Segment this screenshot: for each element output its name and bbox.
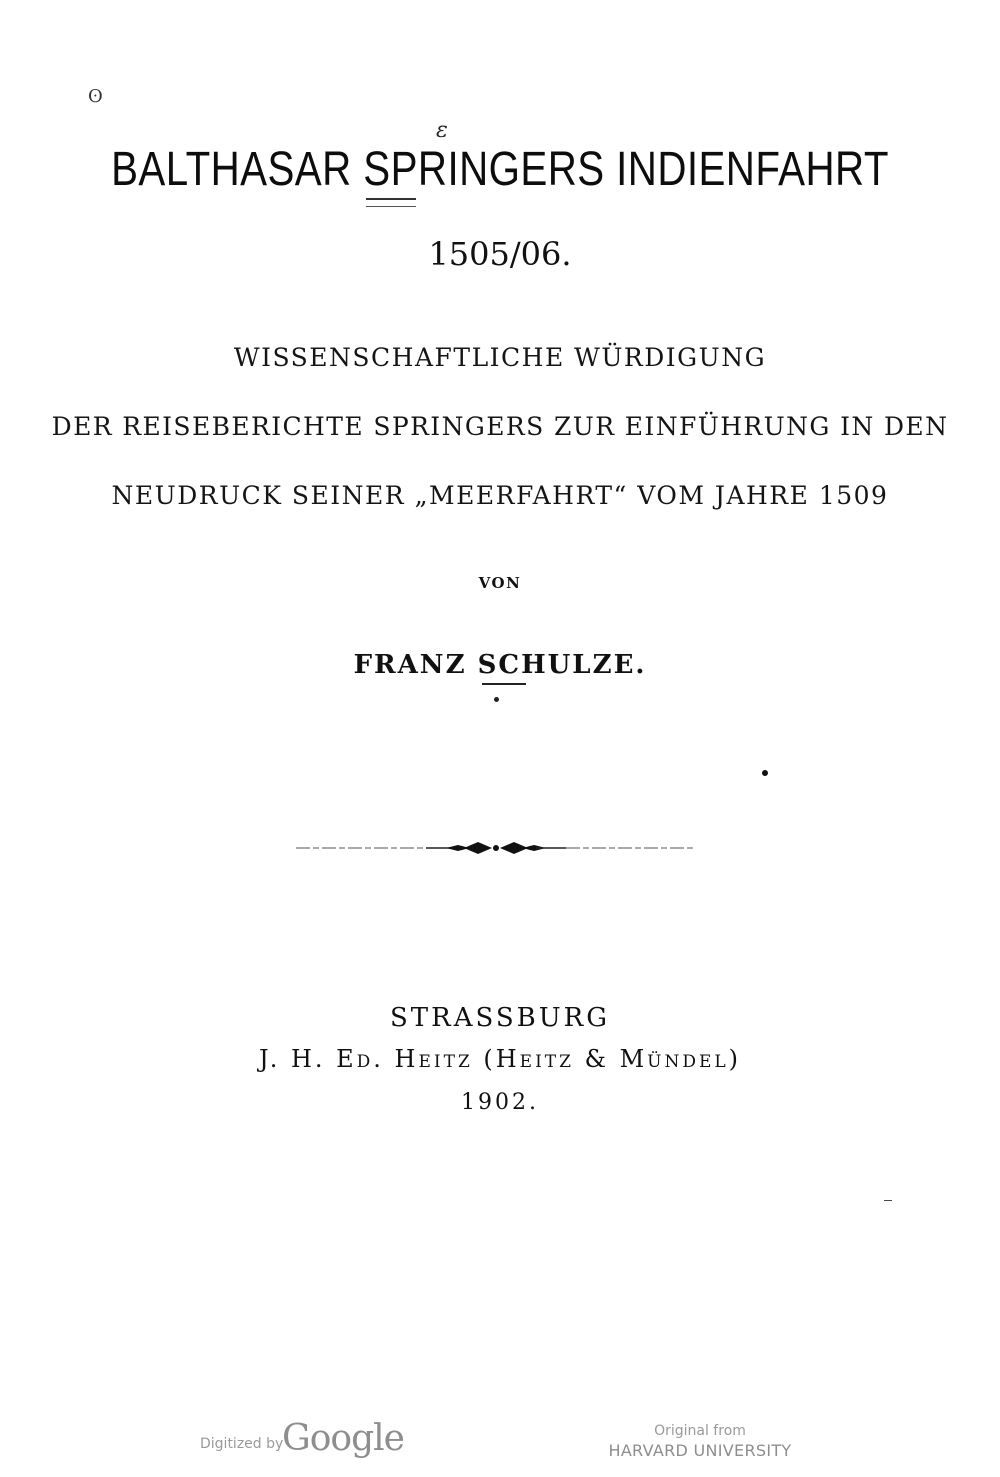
margin-mark: ʘ: [88, 86, 103, 107]
google-logo: Google: [282, 1418, 404, 1459]
ink-speck: [884, 1200, 892, 1201]
by-label: VON: [478, 574, 522, 592]
institution-name: HARVARD UNIVERSITY: [608, 1441, 792, 1460]
subtitle-line-2: DER REISEBERICHTE SPRINGERS ZUR EINFÜHRUNG IN DEN: [51, 412, 949, 441]
original-from-label: Original from: [654, 1423, 746, 1439]
author-name: FRANZ SCHULZE.: [353, 650, 647, 680]
handwritten-mark: ɛ: [436, 118, 448, 143]
imprint-publisher: J. H. Ed. Heitz (Heitz & Mündel): [258, 1045, 742, 1073]
imprint-place: STRASSBURG: [389, 1003, 611, 1033]
author-underline: [482, 683, 526, 688]
ornament-divider: [296, 836, 696, 860]
subtitle-line-3: NEUDRUCK SEINER „MEERFAHRT“ VOM JAHRE 1509: [111, 481, 889, 510]
title-underline: [366, 198, 416, 207]
subtitle-line-1: WISSENSCHAFTLICHE WÜRDIGUNG: [233, 343, 767, 372]
ink-speck: [762, 770, 768, 776]
ink-speck: [494, 697, 499, 702]
year-range: 1505/06.: [428, 235, 572, 273]
imprint-year: 1902.: [461, 1090, 539, 1115]
page-title: BALTHASAR SPRINGERS INDIENFAHRT: [111, 143, 889, 196]
digitized-label: Digitized by: [200, 1436, 284, 1452]
